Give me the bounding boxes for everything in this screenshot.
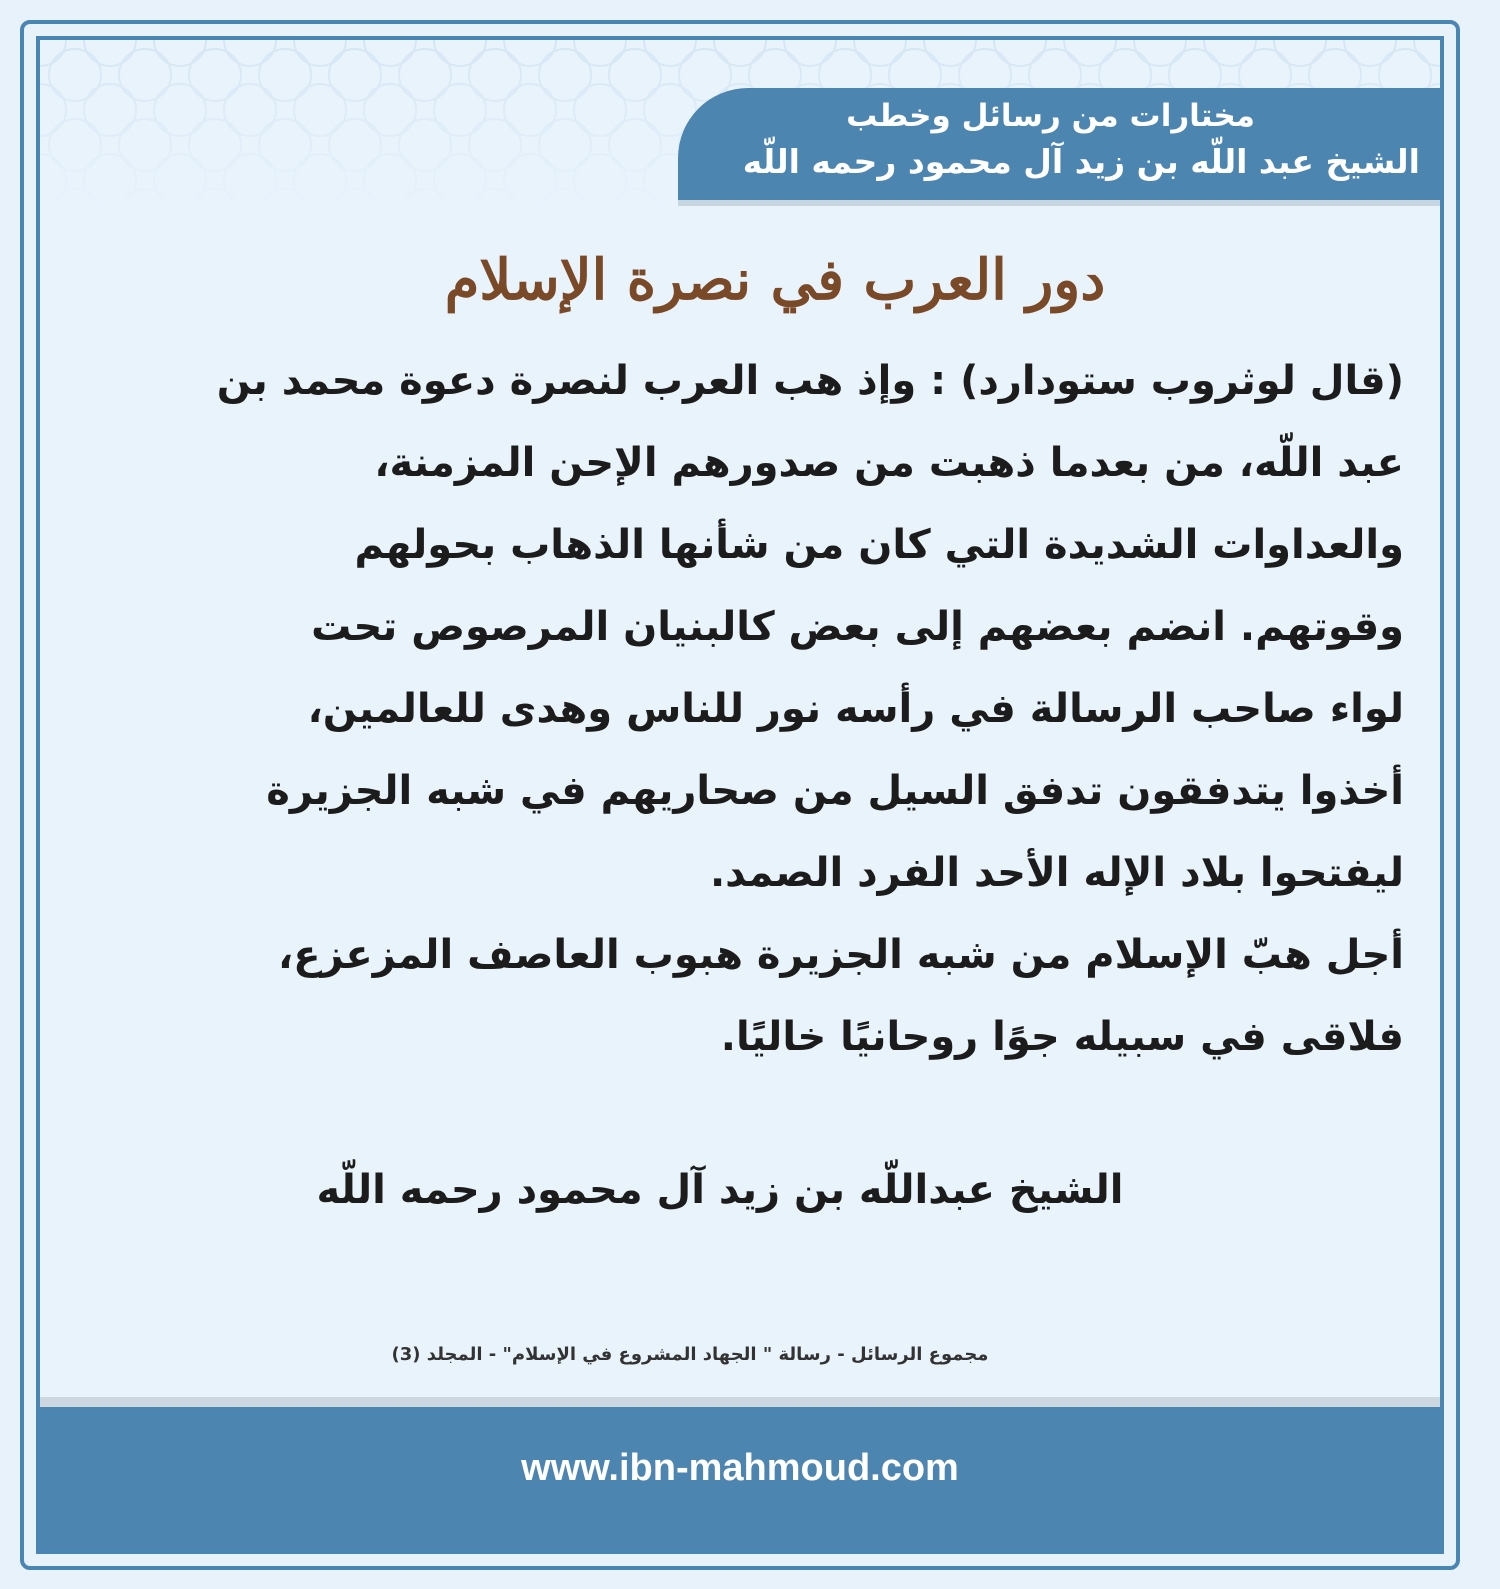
page-title: دور العرب في نصرة الإسلام bbox=[444, 247, 1106, 313]
quote-line: لواء صاحب الرسالة في رأسه نور للناس وهدى للعالمين، bbox=[307, 686, 1404, 732]
quote-line: والعداوات الشديدة التي كان من شأنها الذهاب بحولهم bbox=[354, 522, 1404, 568]
outer-frame bbox=[20, 20, 1460, 1570]
quote-line: أجل هبّ الإسلام من شبه الجزيرة هبوب العاصف المزعزع، bbox=[278, 932, 1404, 978]
inner-frame bbox=[36, 36, 1444, 1554]
quote-line: أخذوا يتدفقون تدفق السيل من صحاريهم في شبه الجزيرة bbox=[266, 768, 1404, 814]
quote-body bbox=[140, 340, 1404, 1078]
signature: الشيخ عبداللّه بن زيد آل محمود رحمه اللّه bbox=[316, 1167, 1124, 1213]
source-citation: مجموع الرسائل - رسالة " الجهاد المشروع في الإسلام" - المجلد (3) bbox=[391, 1344, 989, 1365]
header-series-title: مختارات من رسائل وخطب bbox=[846, 98, 1255, 134]
header-banner bbox=[678, 88, 1440, 200]
website-link[interactable]: www.ibn-mahmoud.com bbox=[521, 1447, 959, 1489]
header-author: الشيخ عبد اللّه بن زيد آل محمود رحمه اللّه bbox=[742, 142, 1420, 181]
quote-line: فلاقى في سبيله جوًا روحانيًا خاليًا. bbox=[720, 1014, 1404, 1060]
divider bbox=[40, 1397, 1440, 1407]
quote-line: (قال لوثروب ستودارد) : وإذ هب العرب لنصرة دعوة محمد بن bbox=[216, 358, 1404, 404]
quote-line: وقوتهم. انضم بعضهم إلى بعض كالبنيان المرصوص تحت bbox=[311, 604, 1404, 650]
quote-line: عبد اللّه، من بعدما ذهبت من صدورهم الإحن المزمنة، bbox=[374, 440, 1404, 486]
quote-line: ليفتحوا بلاد الإله الأحد الفرد الصمد. bbox=[709, 850, 1404, 896]
footer-banner bbox=[40, 1407, 1440, 1550]
